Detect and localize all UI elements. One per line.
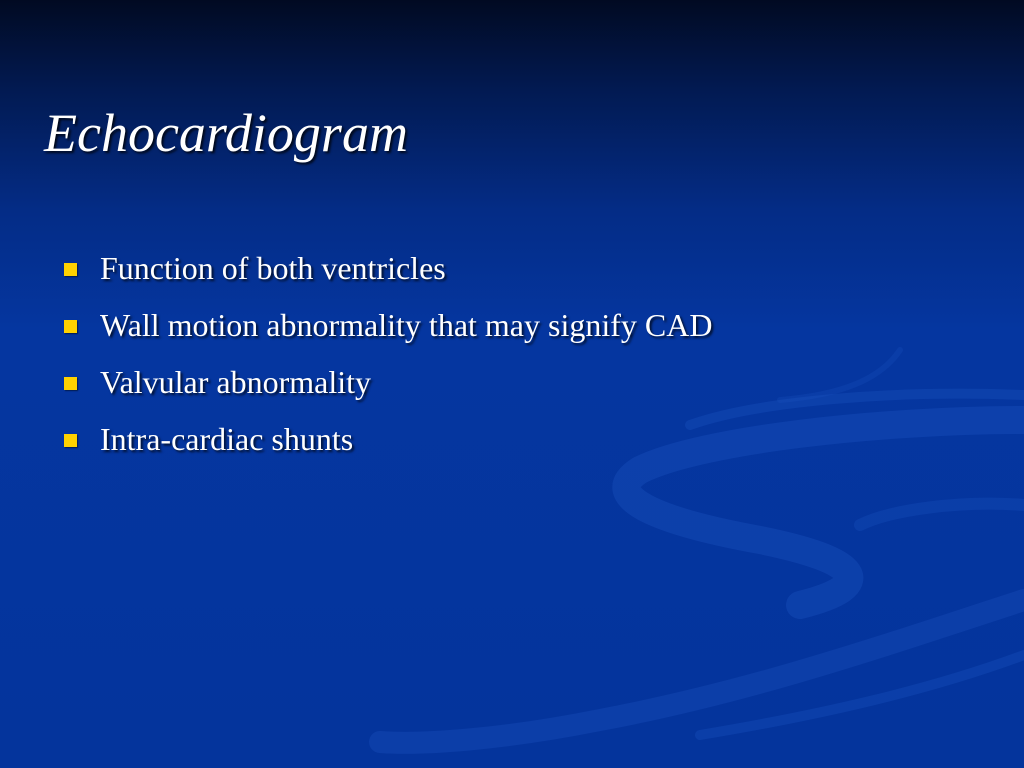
bullet-text: Wall motion abnormality that may signify CAD xyxy=(100,307,713,343)
square-bullet-icon xyxy=(64,320,77,333)
bullet-item xyxy=(62,248,712,305)
square-bullet-icon xyxy=(64,434,77,447)
bullet-item xyxy=(62,362,712,419)
bullet-list xyxy=(62,248,712,476)
square-bullet-icon xyxy=(64,263,77,276)
bullet-item xyxy=(62,305,712,362)
bullet-text: Intra-cardiac shunts xyxy=(100,421,354,457)
bullet-item xyxy=(62,419,712,476)
slide-title: Echocardiogram xyxy=(44,103,408,163)
bullet-text: Function of both ventricles xyxy=(100,250,446,286)
square-bullet-icon xyxy=(64,377,77,390)
bullet-text: Valvular abnormality xyxy=(100,364,372,400)
